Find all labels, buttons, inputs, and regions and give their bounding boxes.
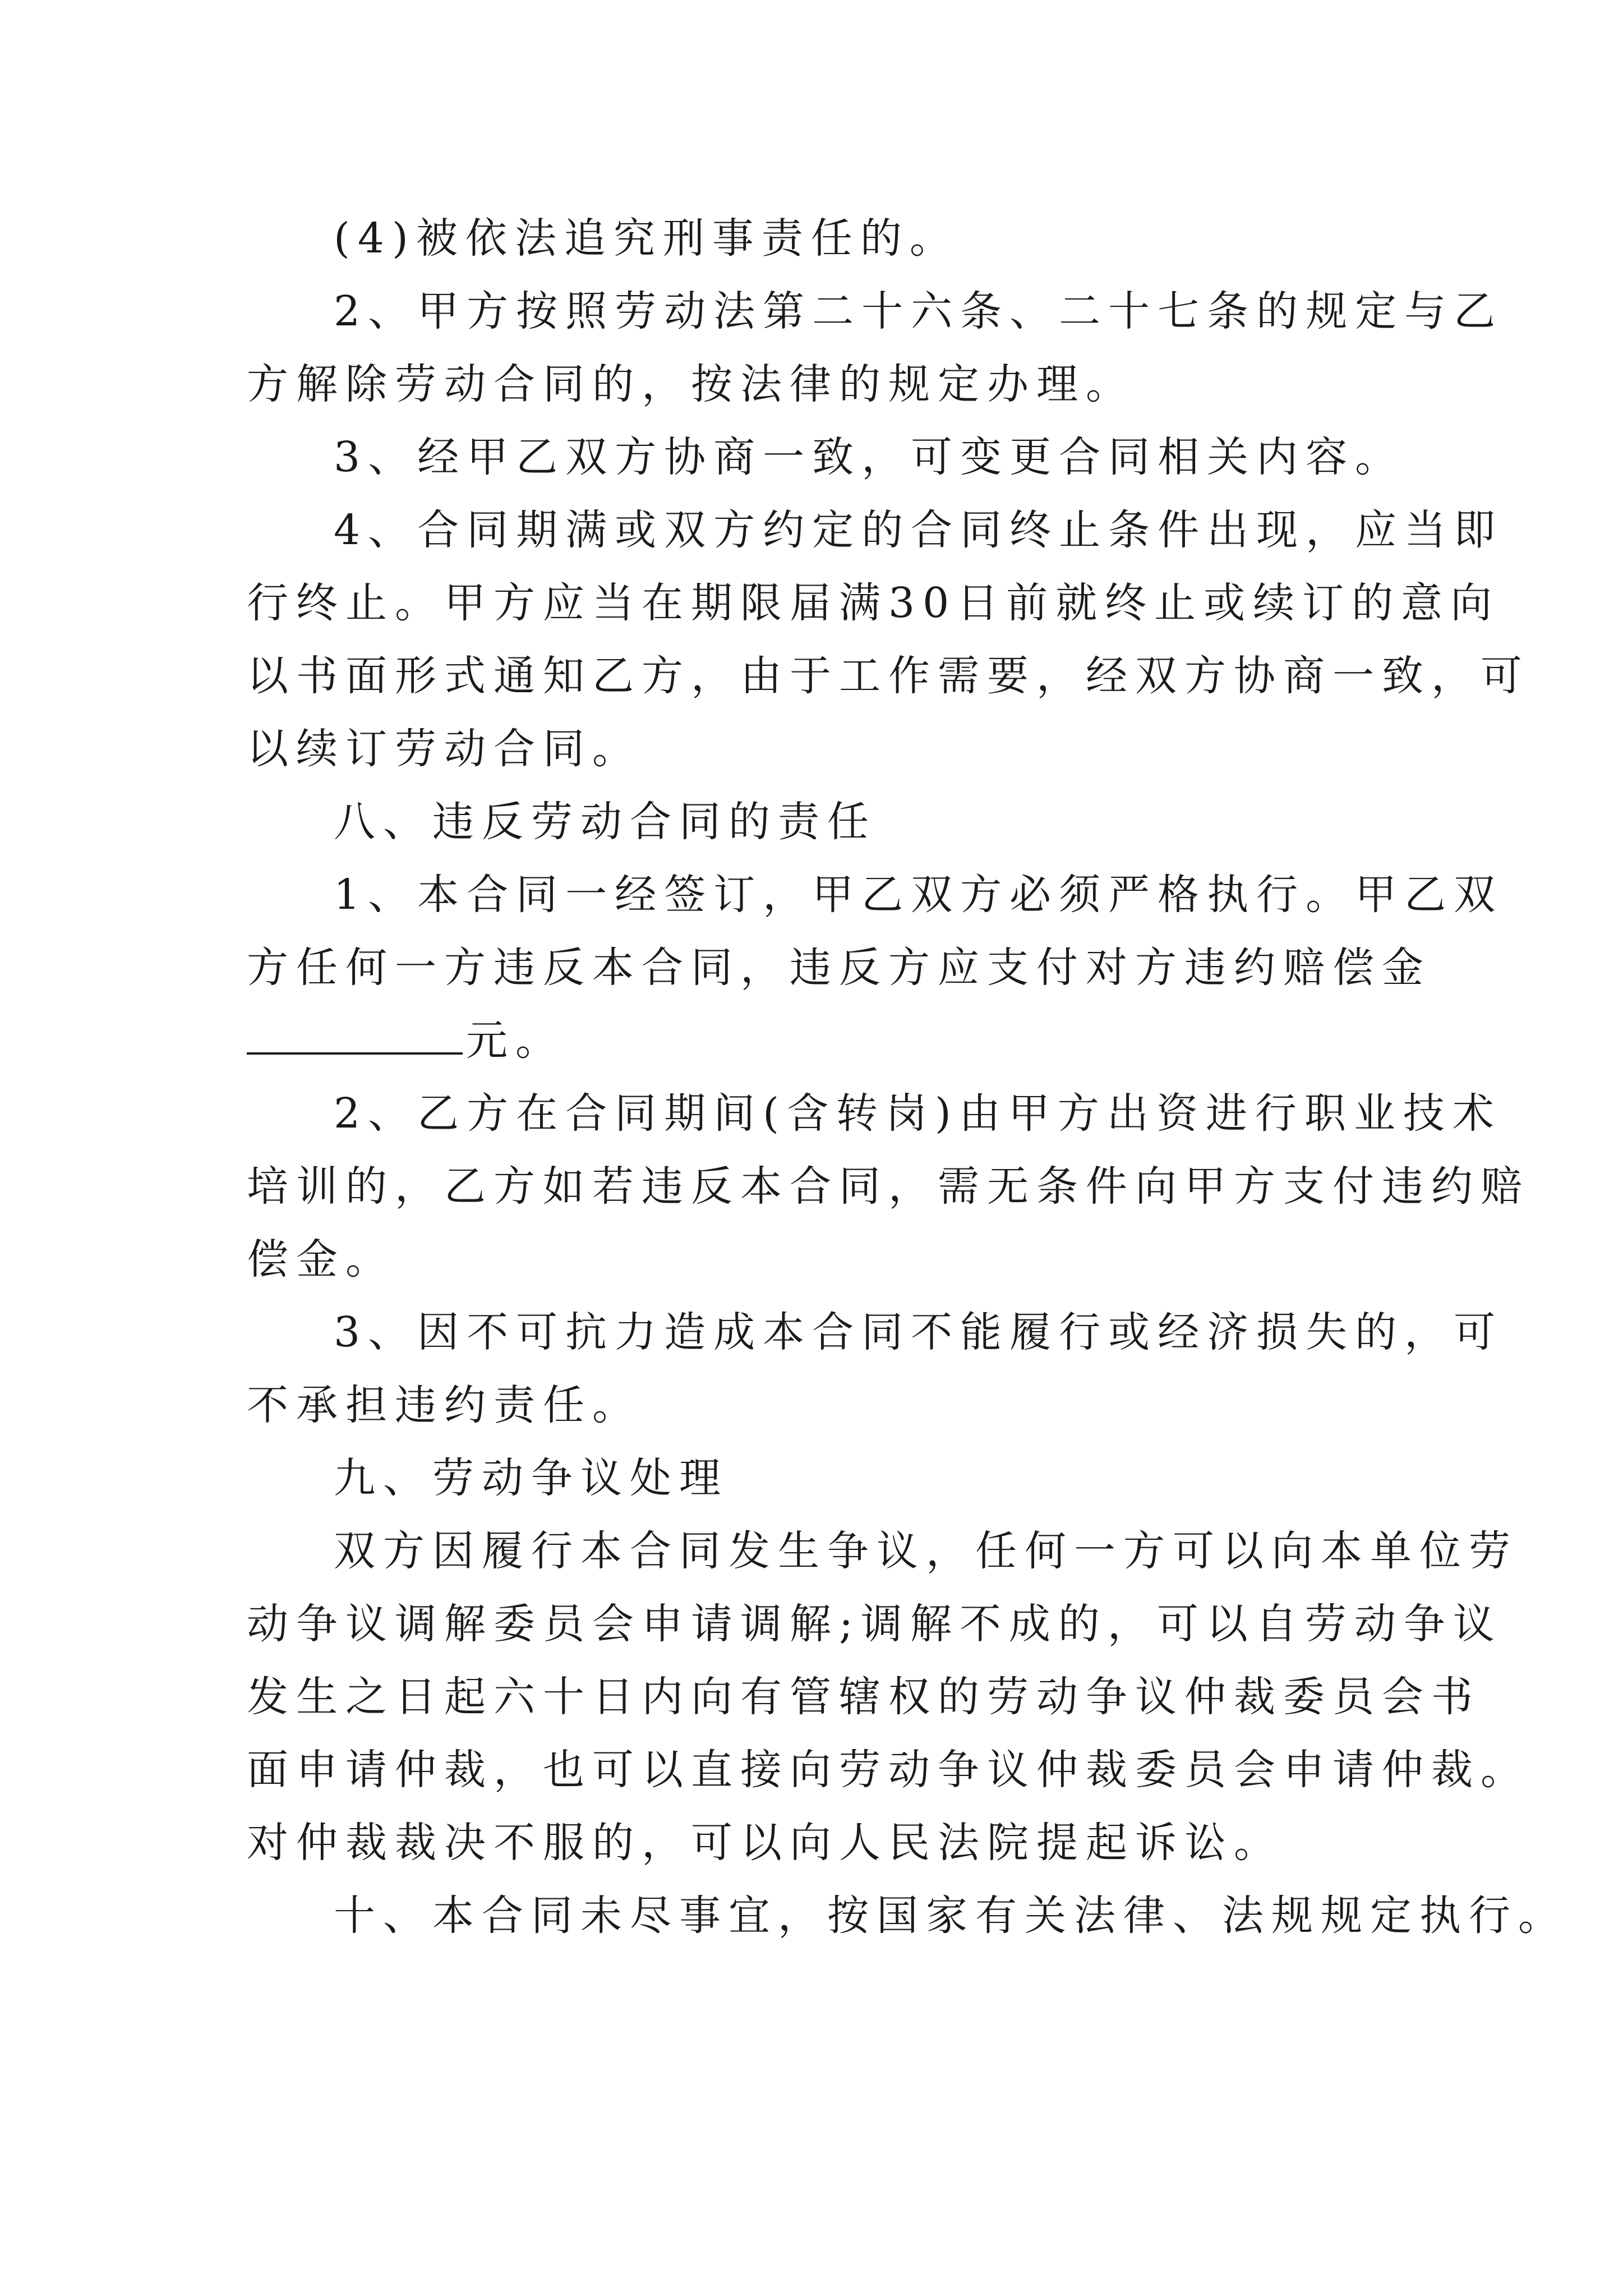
text-line: 方解除劳动合同的，按法律的规定办理。 [247,360,1135,408]
section-heading: 九、劳动争议处理 [334,1454,728,1502]
fill-in-blank [247,1016,463,1055]
text-line: 以续订劳动合同。 [247,725,642,773]
text-line: 对仲裁裁决不服的，可以向人民法院提起诉讼。 [247,1819,1283,1867]
document-body [247,202,1567,1952]
text-line: 2、甲方按照劳动法第二十六条、二十七条的规定与乙 [334,287,1504,335]
text-fragment: 元。 [466,1016,565,1065]
text-line: 动争议调解委员会申请调解;调解不成的，可以自劳动争议 [247,1600,1502,1648]
text-line: 偿金。 [247,1235,395,1283]
text-line: 行终止。甲方应当在期限届满30日前就终止或续订的意向 [247,579,1500,627]
text-line: 3、因不可抗力造成本合同不能履行或经济损失的，可 [334,1308,1504,1356]
text-line: 面申请仲裁，也可以直接向劳动争议仲裁委员会申请仲裁。 [247,1746,1530,1794]
text-line: (4)被依法追究刑事责任的。 [334,214,959,263]
text-line: 发生之日起六十日内向有管辖权的劳动争议仲裁委员会书 [247,1673,1481,1721]
text-line-with-blank [247,1004,1385,1077]
text-line: 2、乙方在合同期间(含转岗)由甲方出资进行职业技术 [334,1089,1502,1138]
text-line: 培训的，乙方如若违反本合同，需无条件向甲方支付违约赔 [247,1162,1530,1211]
text-line: 3、经甲乙双方协商一致，可变更合同相关内容。 [334,433,1405,481]
text-line: 双方因履行本合同发生争议，任何一方可以向本单位劳 [334,1527,1518,1575]
text-line: 十、本合同未尽事宜，按国家有关法律、法规规定执行。 [334,1892,1567,1940]
text-line: 1、本合同一经签订，甲乙双方必须严格执行。甲乙双 [334,871,1504,919]
section-heading: 八、违反劳动合同的责任 [334,798,877,846]
text-line: 以书面形式通知乙方，由于工作需要，经双方协商一致，可 [247,652,1530,700]
text-line: 方任何一方违反本合同，违反方应支付对方违约赔偿金 [247,944,1431,992]
text-line: 不承担违约责任。 [247,1381,642,1429]
text-line: 4、合同期满或双方约定的合同终止条件出现，应当即 [334,506,1504,554]
